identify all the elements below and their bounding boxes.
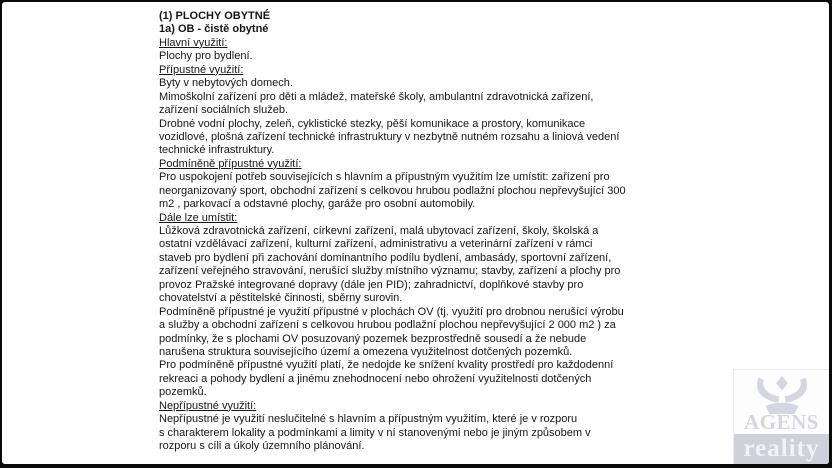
doc-text-line: ostatní vzdělávací zařízení, kulturní zařízení, administrativu a veterinární zařízení v rámci (159, 238, 593, 251)
doc-text-line: chovatelství a pěstitelské činnosti, sběrny surovin. (159, 292, 403, 305)
doc-text-line: m2 , parkovací a odstavné plochy, garáže pro osobní automobily. (159, 198, 476, 211)
watermark-box (733, 369, 829, 464)
doc-text-line: Pro podmíněně přípustné využití platí, že nedojde ke snížení kvality prostředí pro každodenní (159, 359, 614, 372)
doc-text-line: Podmíněně přípustné je využití přípustné v plochách OV (tj. využití pro drobnou nerušící výrobu (159, 305, 624, 318)
doc-section-heading: Nepřípustné využití: (159, 399, 257, 412)
doc-text-line: pozemků. (159, 386, 207, 399)
crown-icon (751, 376, 813, 414)
doc-text-line: s charakterem lokality a podmínkami a limity v ní stanovenými nebo je jiným způsobem v (159, 426, 591, 439)
doc-text-line: Mimoškolní zařízení pro děti a mládež, mateřské školy, ambulantní zdravotnická zařízení, (159, 90, 594, 103)
document-page (2, 2, 829, 464)
doc-section-heading: Přípustné využití: (159, 63, 244, 76)
doc-text-line: Drobné vodní plochy, zeleň, cyklistické stezky, pěší komunikace a prostory, komunikace (159, 117, 586, 130)
doc-text-line: a služby a obchodní zařízení s celkovou hrubou podlažní plochou nepřevyšující 2 000 m2 ) za (159, 319, 616, 332)
doc-text-line: zařízení sociálních služeb. (159, 104, 289, 117)
watermark-brand-name: AGENS (744, 410, 819, 434)
doc-text-line: Byty v nebytových domech. (159, 77, 293, 90)
doc-section-heading: Podmíněně přípustné využití: (159, 157, 302, 170)
doc-heading-line: (1) PLOCHY OBYTNÉ (159, 10, 271, 22)
doc-text-line: neorganizovaný sport, obchodní zařízení s celkovou hrubou podlažní plochou nepřevyšující 300 (159, 184, 626, 197)
doc-text-line: staveb pro bydlení při zachování dominantního podílu bydlení, ambasády, sportovní zařízení, (159, 251, 612, 264)
doc-text-line: vozidlové, plošná zařízení technické infrastruktury v nezbytně nutném rozsahu a liniová vedení (159, 130, 620, 143)
doc-section-heading: Dále lze umístit: (159, 211, 238, 224)
doc-text-line: rozporu s cíli a úkoly územního plánování. (159, 440, 365, 452)
doc-text-line: podmínky, že s plochami OV posuzovaný pozemek bezprostředně sousedí a že nebude (159, 332, 587, 345)
document-text-column (159, 10, 669, 453)
doc-text-line: provoz Pražské integrované dopravy (dále jen PID); zahradnictví, doplňkové stavby pro (159, 278, 584, 291)
doc-text-line: Pro uspokojení potřeb souvisejících s hlavním a přípustným využitím lze umístit: zařízení pro (159, 171, 610, 184)
doc-heading-line: 1a) OB - čistě obytné (159, 23, 269, 36)
doc-text-line: Plochy pro bydlení. (159, 50, 253, 63)
doc-text-line: technické infrastruktury. (159, 144, 275, 157)
doc-text-line: Lůžková zdravotnická zařízení, církevní zařízení, malá ubytovací zařízení, školy, školská a (159, 225, 599, 237)
doc-text-line: rekreaci a pohody bydlení a jinému znehodnocení nebo ohrožení využitelnosti dotčených (159, 372, 592, 385)
doc-section-heading: Hlavní využití: (159, 36, 228, 49)
doc-text-line: narušena struktura souvisejícího území a omezena využitelnost dotčených pozemků. (159, 345, 573, 358)
watermark-brand-band: reality (734, 434, 829, 464)
doc-text-line: Nepřípustné je využití neslučitelné s hlavním a přípustným využitím, které je v rozporu (159, 413, 578, 426)
doc-text-line: zařízení veřejného stravování, nerušící služby místního významu; stavby, zařízení a plochy pro (159, 265, 621, 278)
